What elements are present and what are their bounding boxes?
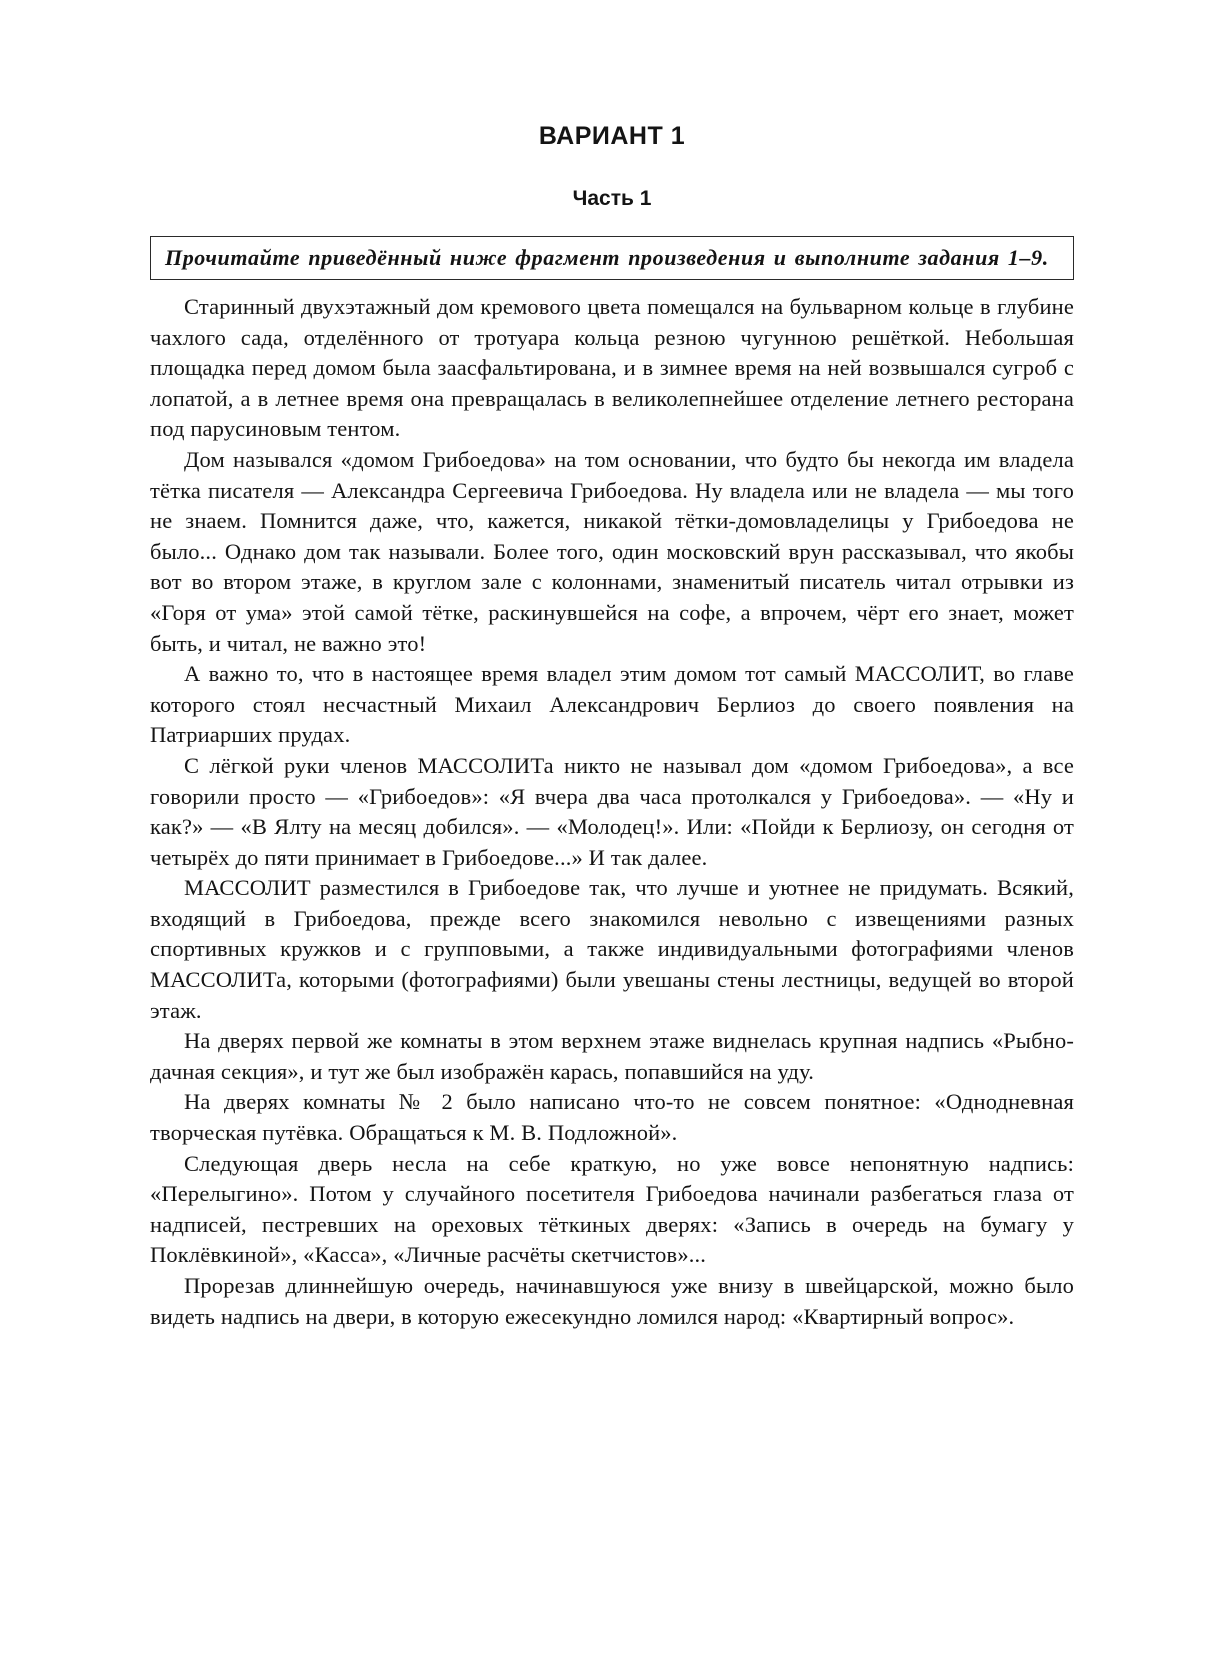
paragraph: Старинный двухэтажный дом кремового цвета помещался на бульварном кольце в глубине чахлого сада, отделённого от тротуара кольца резною чугунною решёткой. Небольшая площадка перед домом была заасфальтирована, и в зимнее время на ней возвышался сугроб с лопатой, а в летнее время она превращалась в великолепнейшее отделение летнего ресторана под парусиновым тентом. bbox=[150, 294, 1074, 442]
variant-title: ВАРИАНТ 1 bbox=[538, 122, 686, 150]
instruction-text: Прочитайте приведённый ниже фрагмент произведения и выполните задания 1–9. bbox=[165, 245, 1049, 270]
paragraph: С лёгкой руки членов МАССОЛИТа никто не называл дом «домом Грибоедова», а все говорили просто — «Грибоедов»: «Я вчера два часа протолкался у Грибоедова». — «Ну и как?» — «В Ялту на месяц добился». — «Молодец!». Или: «Пойди к Берлиозу, он сегодня от четырёх до пяти принимает в Грибоедове...» И так далее. bbox=[150, 752, 1074, 870]
paragraph: Следующая дверь несла на себе краткую, но уже вовсе непонятную надпись: «Перелыгино». Потом у случайного посетителя Грибоедова начинали разбегаться глаза от надписей, пестревших на ореховых тёткиных дверях: «Запись в очередь на бумагу у Поклёвкиной», «Касса», «Личные расчёты скетчистов»... bbox=[150, 1150, 1074, 1268]
paragraph: Дом назывался «домом Грибоедова» на том основании, что будто бы некогда им владела тётка писателя — Александра Сергеевича Грибоедова. Ну владела или не владела — мы того не знаем. Помнится даже, что, кажется, никакой тётки-домовладелицы у Грибоедова не было... Однако дом так называли. Более того, один московский врун рассказывал, что якобы вот во втором этаже, в круглом зале с колоннами, знаменитый писатель читал отрывки из «Горя от ума» этой самой тётке, раскинувшейся на софе, а впрочем, чёрт его знает, может быть, и читал, не важно это! bbox=[150, 446, 1074, 656]
instruction-box bbox=[150, 236, 1074, 280]
document-page bbox=[150, 118, 1074, 1332]
paragraph: Прорезав длиннейшую очередь, начинавшуюся уже внизу в швейцарской, можно было видеть надпись на двери, в которую ежесекундно ломился народ: «Квартирный вопрос». bbox=[150, 1273, 1074, 1329]
text-body bbox=[150, 292, 1074, 1332]
paragraph: А важно то, что в настоящее время владел этим домом тот самый МАССОЛИТ, во главе которого стоял несчастный Михаил Александрович Берлиоз до своего появления на Патриарших прудах. bbox=[150, 661, 1074, 748]
paragraph: На дверях комнаты № 2 было написано что-то не совсем понятное: «Однодневная творческая путёвка. Обращаться к М. В. Подложной». bbox=[150, 1089, 1074, 1146]
part-title: Часть 1 bbox=[572, 187, 652, 210]
paragraph: На дверях первой же комнаты в этом верхнем этаже виднелась крупная надпись «Рыбно-дачная секция», и тут же был изображён карась, попавшийся на уду. bbox=[150, 1028, 1074, 1084]
paragraph: МАССОЛИТ разместился в Грибоедове так, что лучше и уютнее не придумать. Всякий, входящий в Грибоедова, прежде всего знакомился невольно с извещениями разных спортивных кружков и с групповыми, а также индивидуальными фотографиями членов МАССОЛИТа, которыми (фотографиями) были увешаны стены лестницы, ведущей во второй этаж. bbox=[150, 875, 1074, 1023]
